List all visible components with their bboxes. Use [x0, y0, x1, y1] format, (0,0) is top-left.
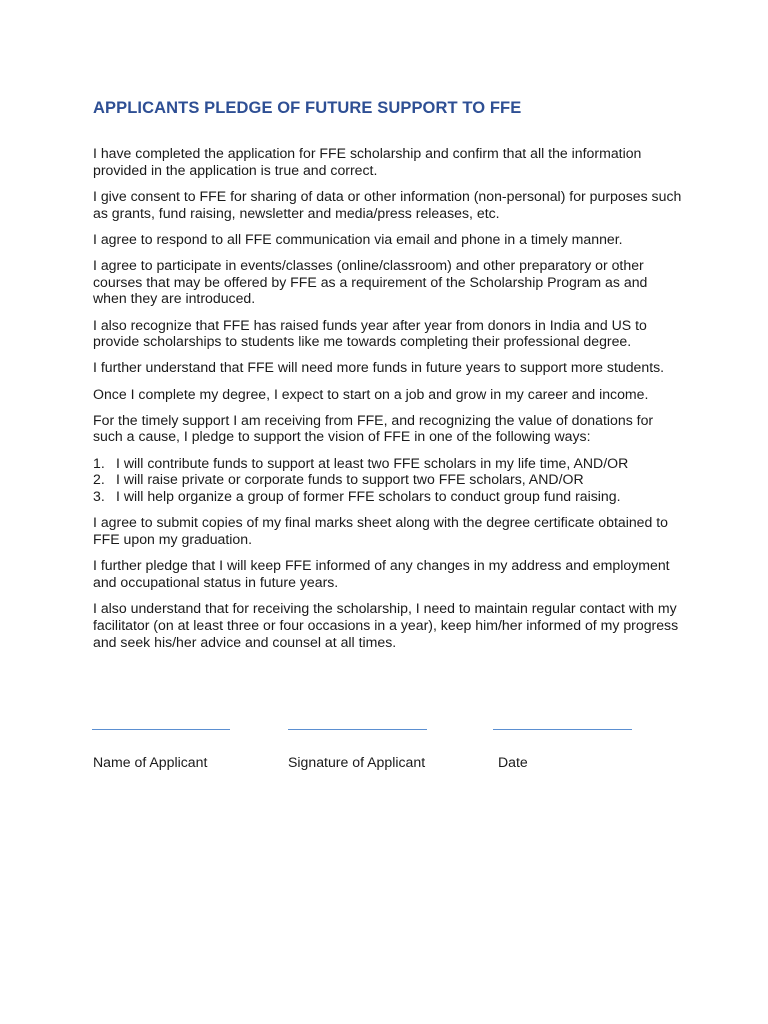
- pledge-paragraph: I also recognize that FFE has raised funds year after year from donors in India and US to provide scholarships to students like me towards completing their professional degree.: [93, 316, 647, 350]
- list-item-text: I will help organize a group of former FFE scholars to conduct group fund raising.: [116, 488, 621, 505]
- pledge-paragraph: Once I complete my degree, I expect to start on a job and grow in my career and income.: [93, 385, 649, 402]
- pledge-paragraph: I agree to respond to all FFE communication via email and phone in a timely manner.: [93, 230, 623, 247]
- pledge-paragraph: I give consent to FFE for sharing of data or other information (non-personal) for purposes such as grants, fund raising, newsletter and media/press releases, etc.: [93, 187, 682, 221]
- pledge-option-item: [93, 455, 683, 472]
- name-signature-line[interactable]: [92, 729, 230, 730]
- document-title: APPLICANTS PLEDGE OF FUTURE SUPPORT TO FFE: [93, 99, 522, 117]
- pledge-paragraph: I agree to submit copies of my final marks sheet along with the degree certificate obtained to FFE upon my graduation.: [93, 514, 669, 548]
- pledge-option-item: [93, 488, 683, 505]
- pledge-paragraph: For the timely support I am receiving from FFE, and recognizing the value of donations for such a cause, I pledge to support the vision of FFE in one of the following ways:: [93, 411, 654, 445]
- pledge-paragraph: I have completed the application for FFE scholarship and confirm that all the information provided in the application is true and correct.: [93, 145, 642, 178]
- name-of-applicant-label: Name of Applicant: [93, 754, 208, 770]
- signature-of-applicant-label: Signature of Applicant: [288, 754, 426, 770]
- pledge-options-list: [93, 455, 683, 505]
- list-number: 1.: [93, 454, 105, 471]
- pledge-paragraph: I further understand that FFE will need more funds in future years to support more students.: [93, 359, 665, 376]
- list-number: 3.: [93, 488, 105, 505]
- date-label: Date: [498, 754, 528, 770]
- list-item-text: I will contribute funds to support at least two FFE scholars in my life time, AND/OR: [116, 454, 629, 471]
- pledge-paragraph: I also understand that for receiving the scholarship, I need to maintain regular contact with my facilitator (on at least three or four occasions in a year), keep him/her informed of my progress and seek his/her advice and counsel at all times.: [93, 600, 679, 650]
- pledge-option-item: [93, 471, 683, 488]
- list-item-text: I will raise private or corporate funds to support two FFE scholars, AND/OR: [116, 471, 584, 488]
- date-signature-line[interactable]: [493, 729, 632, 730]
- pledge-paragraph: I agree to participate in events/classes (online/classroom) and other preparatory or other courses that may be offered by FFE as a requirement of the Scholarship Program as and when they are introduced.: [93, 256, 648, 307]
- list-number: 2.: [93, 471, 105, 488]
- signature-line[interactable]: [288, 729, 427, 730]
- pledge-paragraph: I further pledge that I will keep FFE informed of any changes in my address and employment and occupational status in future years.: [93, 557, 670, 590]
- pledge-body: [93, 145, 683, 660]
